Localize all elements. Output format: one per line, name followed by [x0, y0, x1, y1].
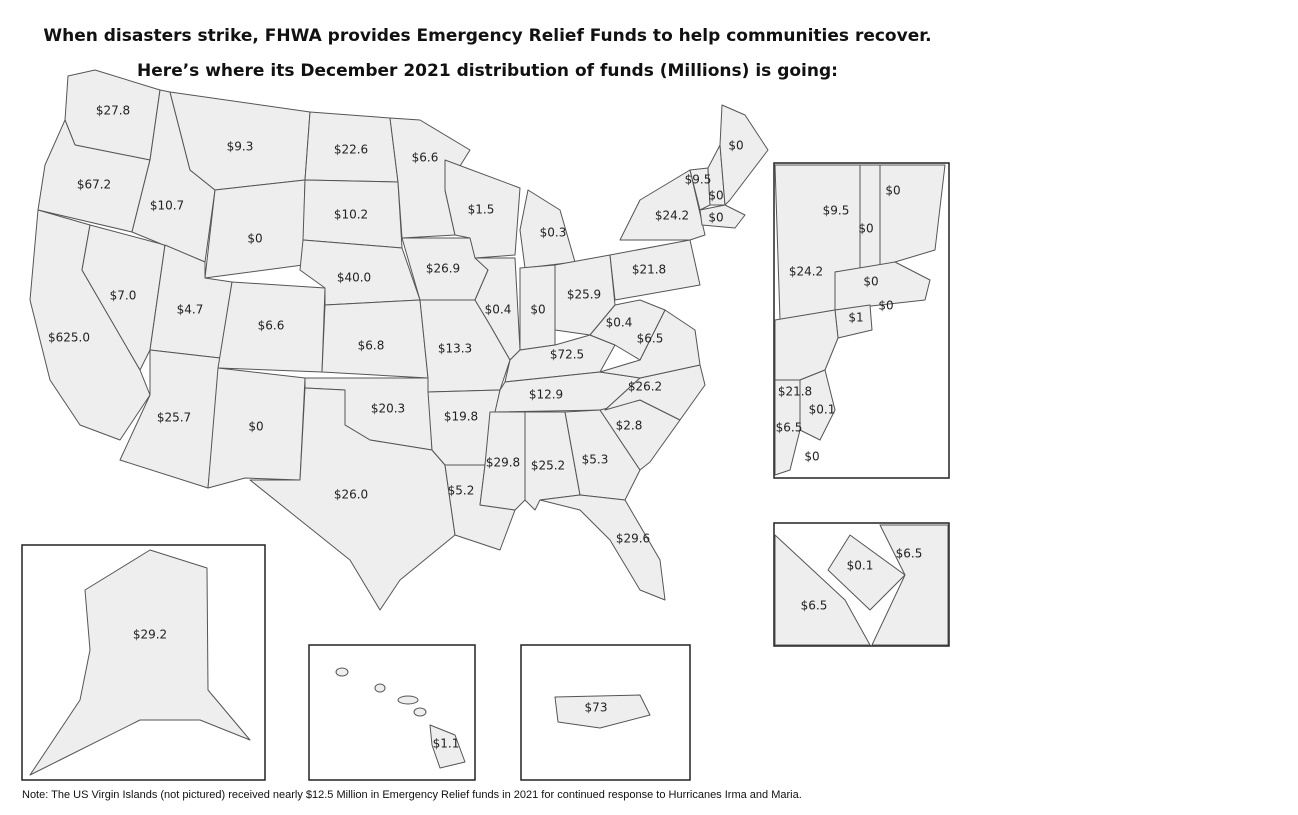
label-ne-inset-md: $6.5 — [775, 420, 803, 435]
label-az: $25.7 — [156, 410, 192, 425]
label-ar: $19.8 — [443, 409, 479, 424]
label-nm: $0 — [248, 419, 264, 434]
label-il: $0.4 — [484, 302, 512, 317]
label-sd: $10.2 — [333, 207, 369, 222]
title-line-1: When disasters strike, FHWA provides Emergency Relief Funds to help communities recover. — [43, 26, 932, 46]
label-mn: $6.6 — [411, 150, 439, 165]
label-me: $0 — [728, 138, 744, 153]
label-nv: $7.0 — [109, 288, 137, 303]
label-ne-inset-ri: $0 — [878, 298, 894, 313]
label-ne-inset-pa: $21.8 — [777, 384, 813, 399]
label-ne-inset-nj: $0.1 — [808, 402, 836, 417]
label-ks: $6.8 — [357, 338, 385, 353]
label-ne-inset-ct: $1 — [848, 310, 864, 325]
state-me[interactable] — [720, 105, 768, 205]
title-line-2: Here’s where its December 2021 distribution of funds (Millions) is going: — [137, 61, 838, 81]
label-id: $10.7 — [149, 198, 185, 213]
label-wa: $27.8 — [95, 103, 131, 118]
label-nd: $22.6 — [333, 142, 369, 157]
label-tx: $26.0 — [333, 487, 369, 502]
label-ak: $29.2 — [132, 627, 168, 642]
label-nh: $0 — [708, 188, 724, 203]
label-mi: $0.3 — [539, 225, 567, 240]
label-wi: $1.5 — [467, 202, 495, 217]
label-ne-inset-ny: $24.2 — [788, 264, 824, 279]
label-wy: $0 — [247, 231, 263, 246]
label-wv: $0.4 — [605, 315, 633, 330]
label-or: $67.2 — [76, 177, 112, 192]
label-sc: $2.8 — [615, 418, 643, 433]
label-ne-inset-vt: $9.5 — [822, 203, 850, 218]
label-vt: $9.5 — [684, 172, 712, 187]
label-ok: $20.3 — [370, 401, 406, 416]
label-pa: $21.8 — [631, 262, 667, 277]
label-va: $6.5 — [636, 331, 664, 346]
label-ky: $72.5 — [549, 347, 585, 362]
label-la: $5.2 — [447, 483, 475, 498]
label-ne-inset-ma: $0 — [863, 274, 879, 289]
label-co: $6.6 — [257, 318, 285, 333]
label-ma: $0 — [708, 210, 724, 225]
label-nc: $26.2 — [627, 379, 663, 394]
label-hi: $1.1 — [432, 736, 460, 751]
label-dc-inset-md: $6.5 — [895, 546, 923, 561]
footnote: Note: The US Virgin Islands (not pictured) received nearly $12.5 Million in Emergency Relief funds in 2021 for continued response to Hurricanes Irma and Maria. — [22, 789, 802, 801]
label-ne-inset-de: $0 — [804, 449, 820, 464]
label-ca: $625.0 — [48, 330, 90, 345]
label-dc-inset-dc: $0.1 — [846, 558, 874, 573]
label-dc-inset-va: $6.5 — [800, 598, 828, 613]
state-fl[interactable] — [540, 495, 665, 600]
label-ut: $4.7 — [176, 302, 204, 317]
label-in: $0 — [530, 302, 546, 317]
label-pr: $73 — [584, 700, 608, 715]
state-wy[interactable] — [205, 180, 305, 278]
label-oh: $25.9 — [566, 287, 602, 302]
label-ms: $29.8 — [485, 455, 521, 470]
label-tn: $12.9 — [528, 387, 564, 402]
label-ne-inset-me: $0 — [885, 183, 901, 198]
label-ga: $5.3 — [581, 452, 609, 467]
label-al: $25.2 — [530, 458, 566, 473]
label-ne-inset-nh: $0 — [858, 221, 874, 236]
label-fl: $29.6 — [615, 531, 651, 546]
label-mt: $9.3 — [226, 139, 254, 154]
label-ny: $24.2 — [654, 208, 690, 223]
label-mo: $13.3 — [437, 341, 473, 356]
label-ne: $40.0 — [336, 270, 372, 285]
label-ia: $26.9 — [425, 261, 461, 276]
